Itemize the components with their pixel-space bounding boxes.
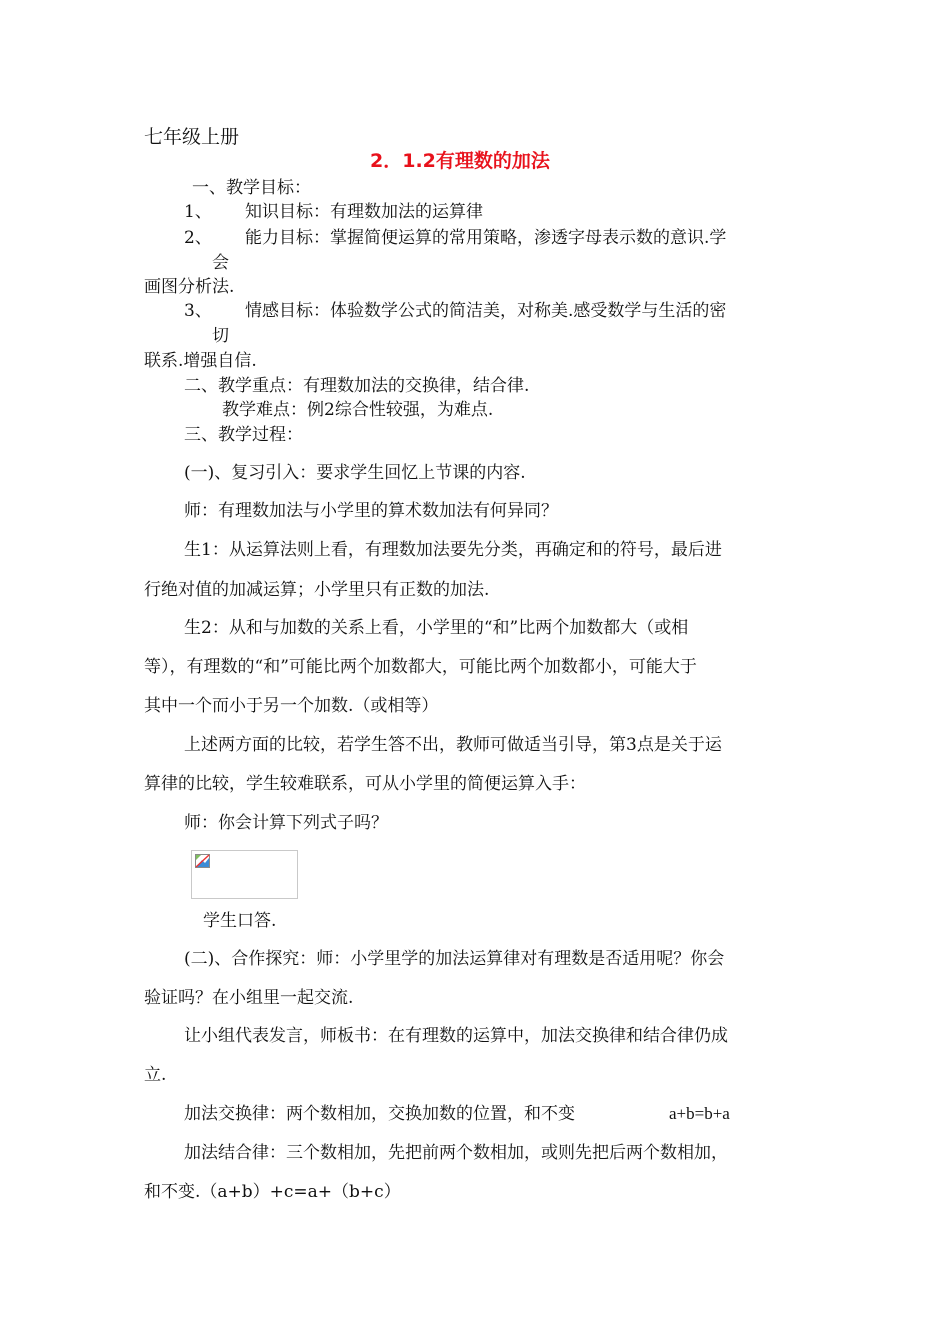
objective-3-wrap: 切 — [212, 326, 229, 346]
process-heading: 三、教学过程： — [184, 425, 303, 445]
key-points: 二、教学重点：有理数加法的交换律，结合律. — [184, 376, 530, 396]
objectives-heading: 一、教学目标： — [192, 178, 311, 198]
paragraph-cooperative-line1: (二)、合作探究：师：小学里学的加法运算律对有理数是否适用呢？你会 — [184, 949, 725, 969]
page-title: 2．1.2有理数的加法 — [370, 150, 550, 172]
paragraph-board-line1: 让小组代表发言，师板书：在有理数的运算中，加法交换律和结合律仍成 — [184, 1026, 728, 1046]
objective-3-number: 3、 — [184, 301, 212, 321]
paragraph-teacher-ask: 师：你会计算下列式子吗？ — [184, 813, 388, 833]
paragraph-comparison-line1: 上述两方面的比较，若学生答不出，教师可做适当引导，第3点是关于运 — [184, 735, 722, 755]
paragraph-student1-line2: 行绝对值的加减运算；小学里只有正数的加法. — [144, 580, 490, 600]
objective-2-number: 2、 — [184, 228, 212, 248]
commutative-formula: a+b=b+a — [669, 1104, 730, 1123]
objective-3-continuation: 联系.增强自信. — [144, 351, 257, 371]
objective-2-wrap: 会 — [212, 253, 229, 273]
associative-law-line1: 加法结合律：三个数相加，先把前两个数相加，或则先把后两个数相加， — [184, 1143, 728, 1163]
objective-2-text: 能力目标：掌握简便运算的常用策略，渗透字母表示数的意识.学 — [245, 228, 727, 248]
paragraph-board-line2: 立. — [144, 1065, 167, 1085]
commutative-law: 加法交换律：两个数相加，交换加数的位置，和不变 — [184, 1104, 575, 1124]
objective-1-number: 1、 — [184, 202, 212, 222]
paragraph-teacher-question: 师：有理数加法与小学里的算术数加法有何异同？ — [184, 501, 558, 521]
paragraph-student2-line3: 其中一个而小于另一个加数.（或相等） — [144, 696, 439, 716]
paragraph-student1-line1: 生1：从运算法则上看，有理数加法要先分类，再确定和的符号，最后进 — [184, 540, 722, 560]
paragraph-student2-line1: 生2：从和与加数的关系上看，小学里的“和”比两个加数都大（或相 — [184, 618, 689, 638]
image-placeholder — [191, 850, 298, 899]
objective-2-continuation: 画图分析法. — [144, 277, 235, 297]
broken-image-icon — [195, 854, 210, 868]
associative-law-line2: 和不变.（a+b）+c=a+（b+c） — [144, 1182, 401, 1202]
paragraph-student-answer: 学生口答. — [203, 911, 277, 931]
paragraph-cooperative-line2: 验证吗？在小组里一起交流. — [144, 988, 354, 1008]
objective-1-text: 知识目标：有理数加法的运算律 — [245, 202, 483, 222]
paragraph-review: (一)、复习引入：要求学生回忆上节课的内容. — [184, 463, 526, 483]
grade-label: 七年级上册 — [144, 126, 240, 148]
paragraph-comparison-line2: 算律的比较，学生较难联系，可从小学里的简便运算入手： — [144, 774, 586, 794]
objective-3-text: 情感目标：体验数学公式的简洁美，对称美.感受数学与生活的密 — [245, 301, 727, 321]
difficulty: 教学难点：例2综合性较强，为难点. — [222, 400, 494, 420]
paragraph-student2-line2: 等），有理数的“和”可能比两个加数都大，可能比两个加数都小，可能大于 — [144, 657, 697, 677]
